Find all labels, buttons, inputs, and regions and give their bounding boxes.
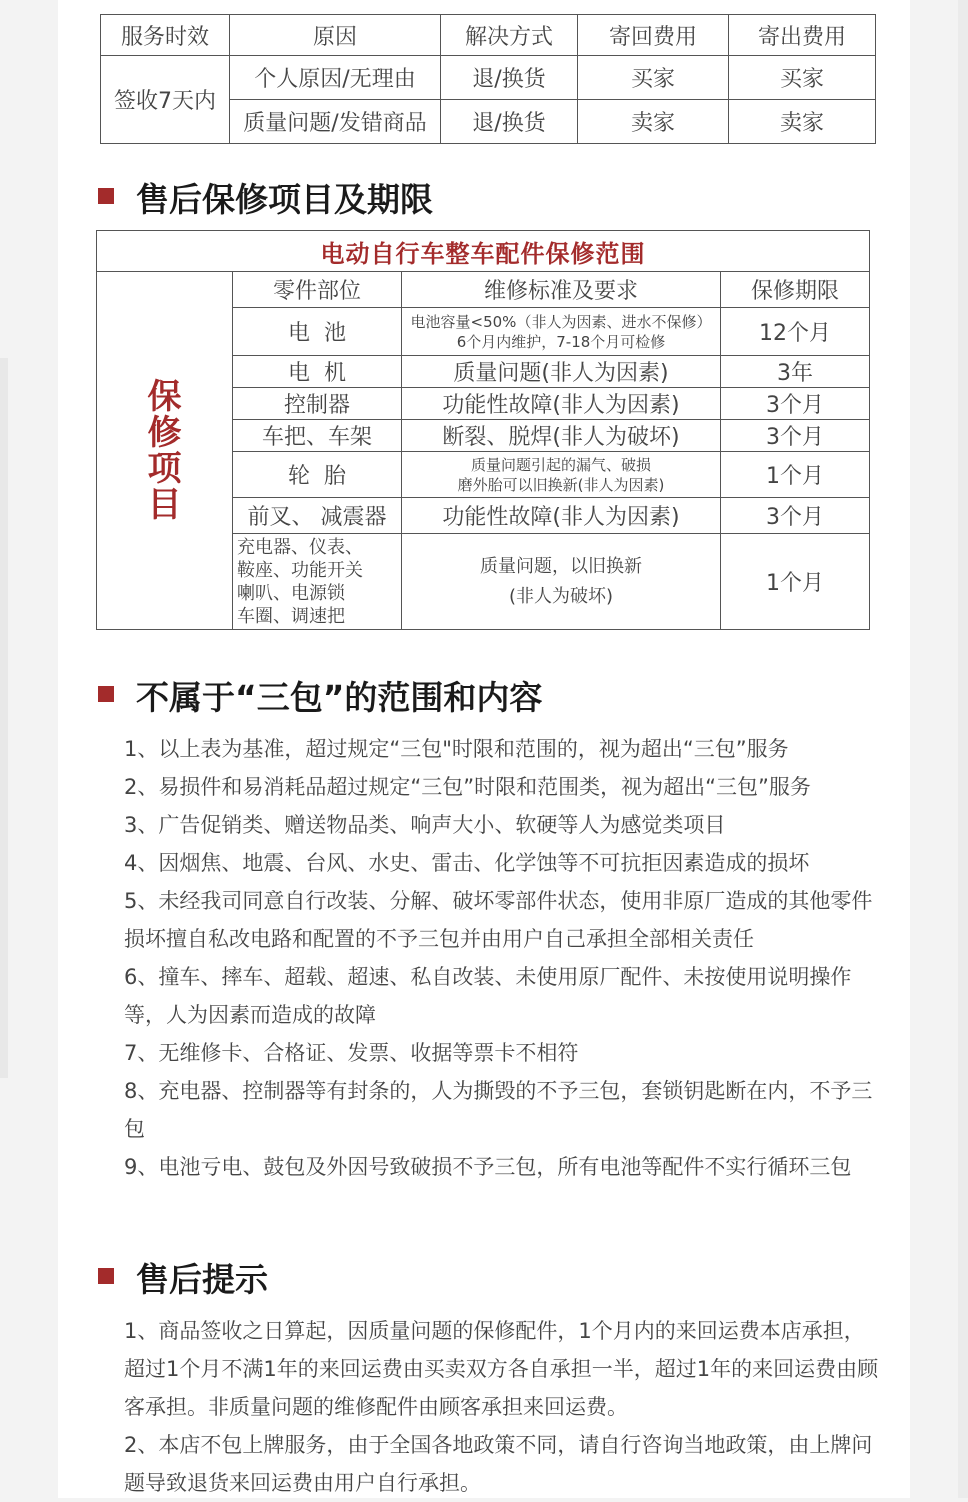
period-cell: 3年 xyxy=(721,356,870,388)
list-item: 5、未经我司同意自行改装、分解、破坏零部件状态，使用非原厂造成的其他零件损坏擅自私改电路和配置的不予三包并由用户自己承担全部相关责任 xyxy=(124,889,873,951)
standard-cell xyxy=(402,452,721,498)
part-line: 鞍座、功能开关 xyxy=(237,559,363,581)
return-fee-cell: 卖家 xyxy=(578,100,729,144)
period-cell: 1个月 xyxy=(721,534,870,630)
warranty-title: 电动自行车整车配件保修范围 xyxy=(97,231,870,272)
table-row xyxy=(101,56,876,100)
header-cell: 服务时效 xyxy=(101,15,230,56)
warranty-title-row xyxy=(97,231,870,272)
warranty-side-label xyxy=(97,272,233,630)
part-line: 车圈、调速把 xyxy=(237,605,345,627)
warranty-table xyxy=(96,230,870,630)
solution-cell: 退/换货 xyxy=(441,100,578,144)
reason-cell: 质量问题/发错商品 xyxy=(230,100,441,144)
part-cell: 前叉、 减震器 xyxy=(233,498,402,534)
list-item: 3、广告促销类、赠送物品类、响声大小、软硬等人为感觉类项目 xyxy=(124,813,726,837)
side-char: 修 xyxy=(147,412,182,453)
standard-cell: 断裂、脱焊(非人为破坏) xyxy=(402,420,721,452)
list-item: 7、无维修卡、合格证、发票、收据等票卡不相符 xyxy=(124,1041,579,1065)
part-cell: 电 机 xyxy=(233,356,402,388)
section-marker xyxy=(98,188,114,204)
header-cell: 零件部位 xyxy=(233,272,402,308)
solution-cell: 退/换货 xyxy=(441,56,578,100)
period-cell: 3个月 xyxy=(721,498,870,534)
period-cell: 12个月 xyxy=(721,308,870,356)
standard-line: (非人为破坏) xyxy=(508,585,614,607)
list-item: 6、撞车、摔车、超载、超速、私自改装、未使用原厂配件、未按使用说明操作等，人为因素而造成的故障 xyxy=(124,965,852,1027)
period-cell: 签收7天内 xyxy=(101,56,230,144)
header-cell: 解决方式 xyxy=(441,15,578,56)
standard-cell: 质量问题(非人为因素) xyxy=(402,356,721,388)
section-title: 售后保修项目及期限 xyxy=(136,180,433,219)
standard-cell: 功能性故障(非人为因素) xyxy=(402,498,721,534)
return-fee-cell: 买家 xyxy=(578,56,729,100)
warranty-header-row xyxy=(97,272,870,308)
list-item: 2、易损件和易消耗品超过规定“三包”时限和范围类，视为超出“三包”服务 xyxy=(124,775,811,799)
tips-list xyxy=(124,1312,884,1502)
period-cell: 1个月 xyxy=(721,452,870,498)
section-marker xyxy=(98,1268,114,1284)
return-policy-table xyxy=(100,14,876,144)
send-fee-cell: 卖家 xyxy=(729,100,876,144)
standard-line: 质量问题，以旧换新 xyxy=(480,555,642,577)
page-content xyxy=(58,0,910,1498)
send-fee-cell: 买家 xyxy=(729,56,876,100)
side-char: 项 xyxy=(147,448,182,489)
header-cell: 寄回费用 xyxy=(578,15,729,56)
list-item: 2、本店不包上牌服务，由于全国各地政策不同，请自行咨询当地政策，由上牌问题导致退货来回运费由用户自行承担。 xyxy=(124,1433,873,1495)
header-cell: 保修期限 xyxy=(721,272,870,308)
section-marker xyxy=(98,686,114,702)
period-cell: 3个月 xyxy=(721,420,870,452)
standard-line: 质量问题引起的漏气、破损 xyxy=(470,455,651,474)
part-cell: 轮 胎 xyxy=(233,452,402,498)
standard-cell xyxy=(402,534,721,630)
table-header-row xyxy=(101,15,876,56)
side-char: 保 xyxy=(147,376,182,417)
standard-line: 磨外胎可以旧换新(非人为因素) xyxy=(457,475,665,494)
part-line: 喇叭、电源锁 xyxy=(237,582,345,604)
right-edge xyxy=(958,0,968,1498)
left-edge xyxy=(0,358,8,1078)
list-item: 9、电池亏电、鼓包及外因号致破损不予三包，所有电池等配件不实行循环三包 xyxy=(124,1155,852,1179)
part-cell xyxy=(233,534,402,630)
list-item: 1、以上表为基准，超过规定“三包"时限和范围的，视为超出“三包”服务 xyxy=(124,737,789,761)
standard-cell: 功能性故障(非人为因素) xyxy=(402,388,721,420)
list-item: 8、充电器、控制器等有封条的，人为撕毁的不予三包，套锁钥匙断在内，不予三包 xyxy=(124,1079,873,1141)
list-item: 4、因烟焦、地震、台风、水史、雷击、化学蚀等不可抗拒因素造成的损坏 xyxy=(124,851,810,875)
header-cell: 维修标准及要求 xyxy=(402,272,721,308)
section-title: 售后提示 xyxy=(136,1260,268,1299)
part-line: 充电器、仪表、 xyxy=(237,536,363,558)
exclusions-list xyxy=(124,730,884,1186)
list-item: 1、商品签收之日算起，因质量问题的保修配件，1个月内的来回运费本店承担，超过1个月不满1年的来回运费由买卖双方各自承担一半，超过1年的来回运费由顾客承担。非质量问题的维修配件由顾客承担来回运费。 xyxy=(124,1319,879,1419)
period-cell: 3个月 xyxy=(721,388,870,420)
standard-cell: 电池容量<50%（非人为因素、进水不保修）6个月内维护，7-18个月可检修 xyxy=(402,308,721,356)
section-title: 不属于“三包”的范围和内容 xyxy=(136,678,543,717)
reason-cell: 个人原因/无理由 xyxy=(230,56,441,100)
part-cell: 车把、车架 xyxy=(233,420,402,452)
part-cell: 电 池 xyxy=(233,308,402,356)
header-cell: 寄出费用 xyxy=(729,15,876,56)
header-cell: 原因 xyxy=(230,15,441,56)
part-cell: 控制器 xyxy=(233,388,402,420)
side-char: 目 xyxy=(147,484,182,525)
